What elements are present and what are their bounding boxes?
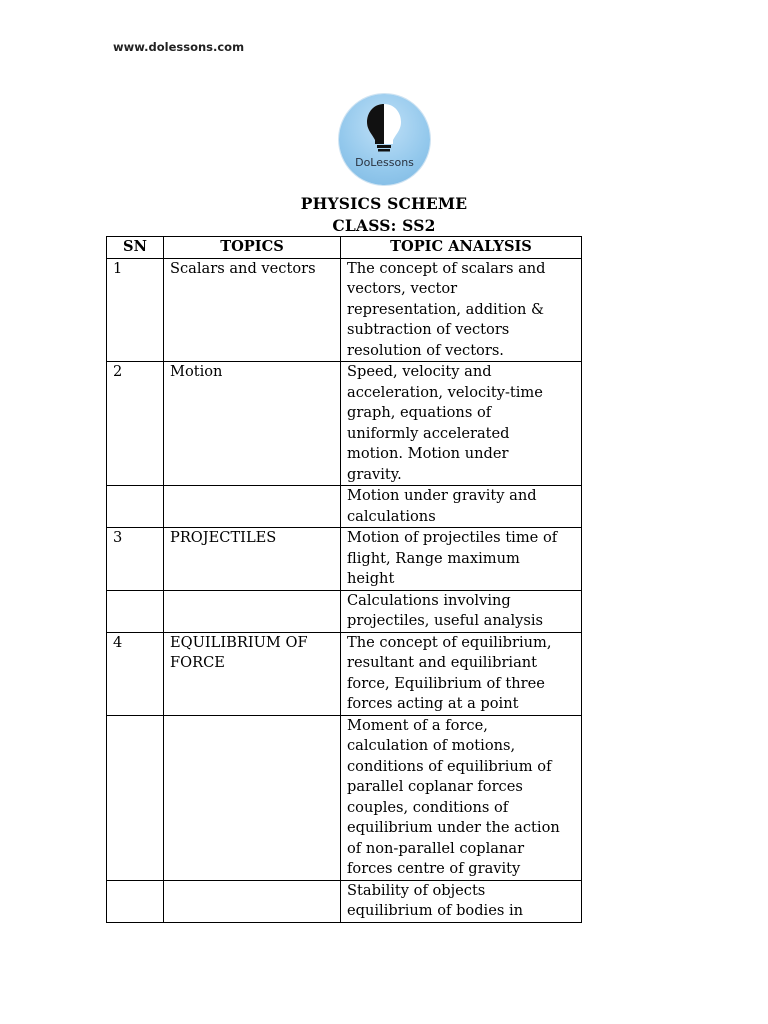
topic-line: FORCE [170, 654, 225, 671]
table-row [107, 528, 582, 591]
analysis-line: graph, equations of [347, 404, 492, 421]
cell-topic: Motion [164, 362, 341, 486]
scheme-table [106, 236, 582, 923]
analysis-line: resolution of vectors. [347, 341, 504, 359]
cell-analysis [341, 590, 582, 632]
cell-sn: 4 [107, 632, 164, 715]
analysis-line: height [347, 570, 395, 587]
cell-sn [107, 590, 164, 632]
dolessons-logo [339, 94, 430, 185]
cell-topic [164, 632, 341, 715]
cell-analysis [341, 632, 582, 715]
table-row [107, 258, 582, 362]
cell-analysis [341, 880, 582, 922]
analysis-line: projectiles, useful analysis [347, 612, 544, 629]
topic-line: EQUILIBRIUM OF [170, 633, 308, 651]
page-title: PHYSICS SCHEME [300, 194, 468, 213]
cell-sn: 3 [107, 528, 164, 591]
analysis-line: Moment of a force, [347, 716, 488, 734]
logo-text: DoLessons [355, 156, 414, 169]
header-topics: TOPICS [164, 237, 341, 259]
lightbulb-icon [339, 94, 430, 185]
analysis-line: Calculations involving [347, 591, 511, 609]
class-subtitle: CLASS: SS2 [332, 216, 436, 235]
analysis-line: The concept of equilibrium, [347, 633, 552, 651]
analysis-line: force, Equilibrium of three [347, 674, 545, 692]
cell-topic: Scalars and vectors [164, 258, 341, 362]
analysis-line: calculation of motions, [347, 737, 516, 754]
cell-sn: 1 [107, 258, 164, 362]
cell-topic [164, 715, 341, 880]
header-topic-analysis: TOPIC ANALYSIS [341, 237, 582, 259]
analysis-line: uniformly accelerated [347, 424, 510, 442]
header-sn: SN [107, 237, 164, 259]
analysis-line: Speed, velocity and [347, 363, 492, 380]
analysis-line: of non-parallel coplanar [347, 839, 525, 857]
site-url[interactable]: www.dolessons.com [113, 40, 245, 54]
cell-analysis [341, 258, 582, 362]
analysis-line: motion. Motion under [347, 445, 509, 462]
table-row [107, 632, 582, 715]
table-row [107, 880, 582, 922]
analysis-line: Motion of projectiles time of [347, 529, 558, 546]
analysis-line: vectors, vector [347, 280, 458, 297]
analysis-line: equilibrium of bodies in [347, 902, 524, 919]
analysis-line: The concept of scalars and [347, 259, 546, 277]
cell-topic [164, 880, 341, 922]
cell-topic [164, 590, 341, 632]
analysis-line: Stability of objects [347, 881, 486, 899]
table-row [107, 362, 582, 486]
analysis-line: equilibrium under the action [347, 819, 560, 836]
analysis-line: flight, Range maximum [347, 549, 520, 567]
analysis-line: acceleration, velocity-time [347, 383, 543, 401]
analysis-line: gravity. [347, 465, 402, 483]
analysis-line: representation, addition & [347, 300, 545, 318]
cell-topic [164, 486, 341, 528]
analysis-line: forces centre of gravity [347, 860, 521, 877]
analysis-line: conditions of equilibrium of [347, 757, 552, 775]
cell-sn [107, 715, 164, 880]
table-row [107, 715, 582, 880]
cell-sn: 2 [107, 362, 164, 486]
table-row [107, 486, 582, 528]
analysis-line: subtraction of vectors [347, 321, 510, 338]
table-row [107, 590, 582, 632]
analysis-line: Motion under gravity and [347, 487, 537, 504]
table-header-row [107, 237, 582, 259]
cell-analysis [341, 528, 582, 591]
analysis-line: couples, conditions of [347, 798, 509, 816]
analysis-line: resultant and equilibriant [347, 654, 538, 671]
analysis-line: calculations [347, 507, 436, 525]
analysis-line: parallel coplanar forces [347, 778, 523, 795]
cell-topic: PROJECTILES [164, 528, 341, 591]
cell-sn [107, 880, 164, 922]
cell-sn [107, 486, 164, 528]
cell-analysis [341, 362, 582, 486]
cell-analysis [341, 486, 582, 528]
analysis-line: forces acting at a point [347, 695, 519, 712]
cell-analysis [341, 715, 582, 880]
